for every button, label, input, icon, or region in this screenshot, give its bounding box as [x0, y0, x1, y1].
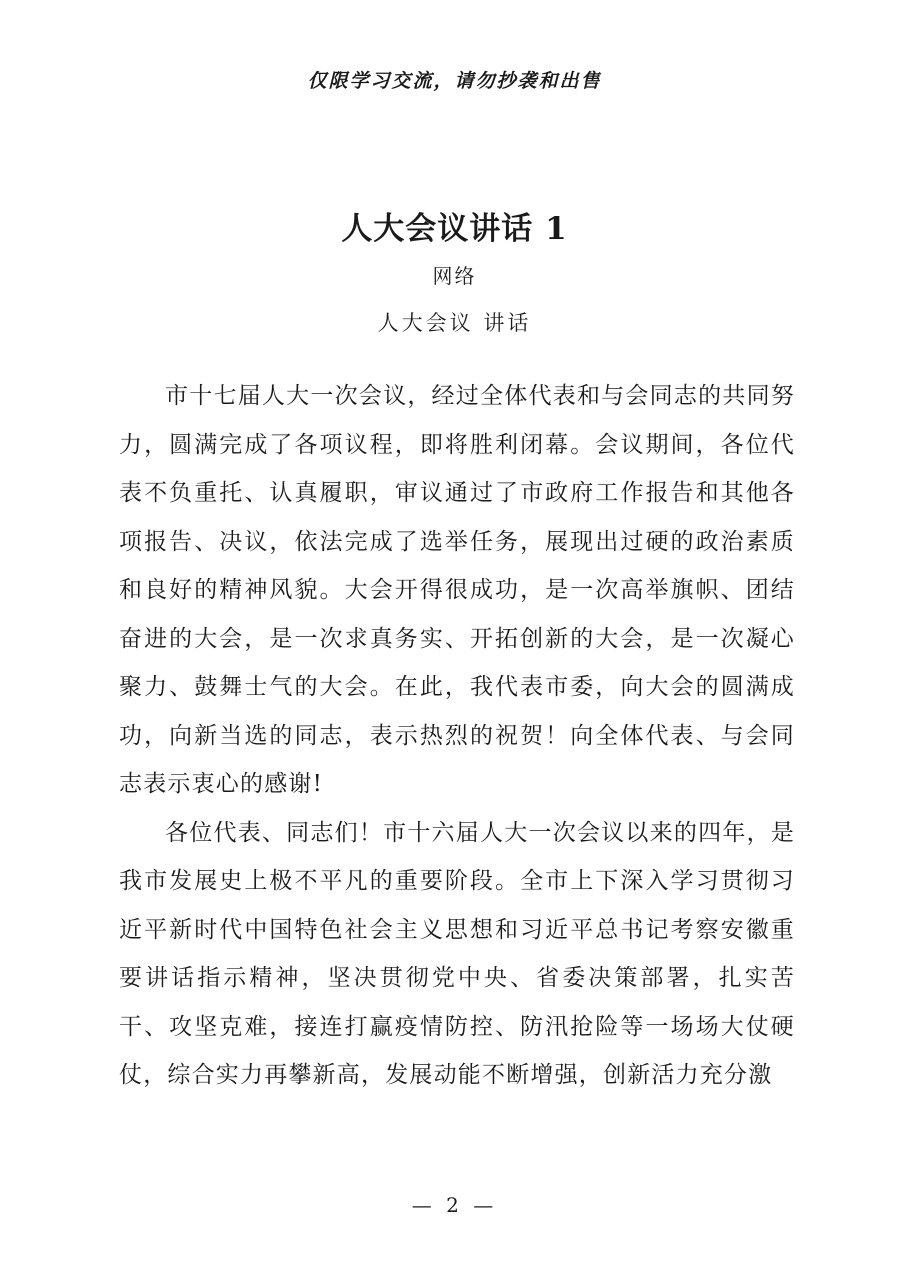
- document-body: [119, 372, 795, 1100]
- body-paragraph-1: 市十七届人大一次会议，经过全体代表和与会同志的共同努力，圆满完成了各项议程，即将胜利闭幕。会议期间，各位代表不负重托、认真履职，审议通过了市政府工作报告和其他各项报告、决议，依法完成了选举任务，展现出过硬的政治素质和良好的精神风貌。大会开得很成功，是一次高举旗帜、团结奋进的大会，是一次求真务实、开拓创新的大会，是一次凝心聚力、鼓舞士气的大会。在此，我代表市委，向大会的圆满成功，向新当选的同志，表示热烈的祝贺！向全体代表、与会同志表示衷心的感谢!: [119, 383, 795, 797]
- document-title: 人大会议讲话 1: [341, 211, 568, 247]
- header-notice: 仅限学习交流，请勿抄袭和出售: [307, 70, 602, 92]
- document-keywords: 人大会议 讲话: [377, 311, 532, 335]
- body-paragraph-2: 各位代表、同志们！市十六届人大一次会议以来的四年，是我市发展史上极不平凡的重要阶段。全市上下深入学习贯彻习近平新时代中国特色社会主义思想和习近平总书记考察安徽重要讲话指示精神，坚决贯彻党中央、省委决策部署，扎实苦干、攻坚克难，接连打赢疫情防控、防汛抢险等一场场大仗硬仗，综合实力再攀新高，发展动能不断增强，创新活力充分激: [119, 819, 795, 1088]
- document-author: 网络: [432, 264, 477, 288]
- page-number: — 2 —: [411, 1193, 498, 1217]
